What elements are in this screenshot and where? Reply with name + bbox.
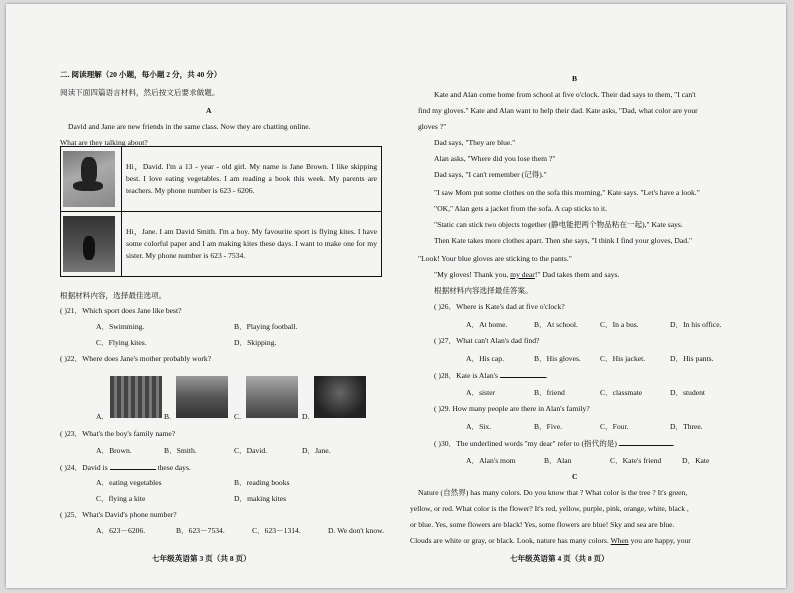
passage-a-label: A	[206, 106, 212, 115]
q28-stem-post: .	[545, 371, 548, 380]
q24-option-a[interactable]: A．eating vegetables	[96, 478, 162, 487]
q26-option-b[interactable]: B．At school.	[534, 320, 578, 329]
q28-option-d[interactable]: D．student	[670, 388, 706, 397]
q28-option-a[interactable]: A．sister	[466, 388, 496, 397]
jane-photo-cell	[61, 147, 122, 212]
q22-option-a[interactable]: A.	[96, 412, 104, 421]
q25-option-b[interactable]: B．623－7534.	[176, 526, 225, 535]
q24-answer-blank[interactable]	[110, 462, 156, 470]
c-line-2: yellow, or red. What color is the flower? It's red, yellow, purple, pink, orange, white, black ,	[410, 504, 689, 513]
q30-stem-pre: ( )30．The underlined words "my dear" refer to (指代的是)	[434, 439, 617, 448]
q22-option-c[interactable]: C.	[234, 412, 241, 421]
q22-image-d[interactable]	[314, 376, 366, 418]
q23-option-c[interactable]: C．David.	[234, 446, 268, 455]
q21-option-a[interactable]: A．Swimming.	[96, 322, 145, 331]
b-line-5: Alan asks, "Where did you lose them ?"	[434, 154, 556, 163]
b-line-6: Dad says, "I can't remember (记得)."	[434, 170, 547, 179]
jane-message: Hi，David. I'm a 13 - year - old girl. My name is Jane Brown. I like skipping best. I love eating vegetables. I am reading a book this week. My parents are teachers. My phone number is 623 - 6206.	[122, 147, 382, 212]
left-page-footer: 七年级英语第 3 页（共 8 页）	[152, 554, 251, 563]
passage-c-label: C	[572, 472, 578, 481]
q27-option-d[interactable]: D．His pants.	[670, 354, 714, 363]
q22-stem: ( )22．Where does Jane's mother probably work?	[60, 354, 212, 363]
q26-option-d[interactable]: D．In his office.	[670, 320, 722, 329]
c-last-post: you are happy, your	[628, 536, 691, 545]
b-line-7: "I saw Mom put some clothes on the sofa this morning," Kate says. "Let's have a look."	[434, 188, 700, 197]
q30-option-c[interactable]: C．Kate's friend	[610, 456, 662, 465]
q29-option-a[interactable]: A．Six.	[466, 422, 492, 431]
q25-option-d[interactable]: D. We don't know.	[328, 526, 385, 535]
q22-image-a[interactable]	[110, 376, 162, 418]
q21-option-b[interactable]: B．Playing football.	[234, 322, 298, 331]
c-last-underlined: When	[610, 536, 629, 545]
q24-stem-pre: ( )24．David is	[60, 463, 108, 472]
section-instruction: 阅读下面四篇语言材料，然后按文后要求做题。	[60, 88, 220, 97]
b-line-12	[434, 270, 619, 279]
left-page	[48, 4, 385, 588]
q24-stem	[60, 462, 191, 472]
q26-stem: ( )26．Where is Kate's dad at five o'clock?	[434, 302, 565, 311]
q23-option-b[interactable]: B．Smith.	[164, 446, 197, 455]
q24-option-b[interactable]: B．reading books	[234, 478, 290, 487]
q30-stem-post: .	[672, 439, 675, 448]
q22-image-b[interactable]	[176, 376, 228, 418]
q23-option-d[interactable]: D．Jane.	[302, 446, 331, 455]
q30-option-d[interactable]: D．Kate	[682, 456, 710, 465]
q24-option-d[interactable]: D．making kites	[234, 494, 287, 503]
chat-table	[60, 146, 382, 277]
choose-instruction-right: 根据材料内容选择最佳答案。	[434, 286, 533, 295]
david-photo-cell	[61, 212, 122, 277]
q22-option-d[interactable]: D.	[302, 412, 310, 421]
passage-a-question: What are they talking about?	[60, 138, 148, 147]
chat-row-david	[61, 212, 382, 277]
q27-stem: ( )27．What can't Alan's dad find?	[434, 336, 540, 345]
q26-option-a[interactable]: A．At home.	[466, 320, 508, 329]
q22-option-b[interactable]: B.	[164, 412, 171, 421]
b-line-3: gloves ?"	[418, 122, 447, 131]
q25-option-a[interactable]: A．623－6206.	[96, 526, 146, 535]
q30-answer-blank[interactable]	[619, 438, 673, 446]
b-line-1: Kate and Alan come home from school at five o'clock. Their dad says to them, "I can't	[434, 90, 696, 99]
right-page-footer: 七年级英语第 4 页（共 8 页）	[510, 554, 609, 563]
b-last-underlined: my dear	[510, 270, 535, 279]
david-photo	[63, 216, 115, 272]
jane-photo	[63, 151, 115, 207]
c-line-1: Nature (自然界) has many colors. Do you know that ? What color is the tree ? It's green,	[418, 488, 688, 497]
q28-option-c[interactable]: C．classmate	[600, 388, 643, 397]
david-message: Hi，Jane. I am David Smith. I'm a boy. My favourite sport is flying kites. I have some colorful paper and I am making kites these days. I want to make one for my sister. My phone number is 623 - 7534.	[122, 212, 382, 277]
q24-stem-post: these days.	[157, 463, 191, 472]
b-line-10: Then Kate takes more clothes apart. Then she says, "I think I find your gloves, Dad."	[434, 236, 693, 245]
q23-stem: ( )23．What's the boy's family name?	[60, 429, 176, 438]
c-line-4	[410, 536, 691, 545]
right-page	[406, 4, 746, 588]
q28-stem-pre: ( )28．Kate is Alan's	[434, 371, 499, 380]
q30-stem	[434, 438, 675, 448]
passage-b-label: B	[572, 74, 578, 83]
q30-option-a[interactable]: A．Alan's mom	[466, 456, 516, 465]
q21-option-d[interactable]: D．Skipping.	[234, 338, 277, 347]
q25-option-c[interactable]: C．623－1314.	[252, 526, 301, 535]
q23-option-a[interactable]: A．Brown.	[96, 446, 132, 455]
section-title: 二. 阅读理解（20 小题，每小题 2 分，共 40 分）	[60, 70, 222, 79]
q27-option-c[interactable]: C．His jacket.	[600, 354, 646, 363]
b-line-8: "OK," Alan gets a jacket from the sofa. A cap sticks to it.	[434, 204, 608, 213]
q30-option-b[interactable]: B．Alan	[544, 456, 572, 465]
b-line-4: Dad says, "They are blue."	[434, 138, 516, 147]
b-line-2: find my gloves." Kate and Alan want to help their dad. Kate asks, "Dad, what color are your	[418, 106, 698, 115]
b-line-9: "Static can stick two objects together (静电能把两个物品粘在一起)," Kate says.	[434, 220, 683, 229]
q26-option-c[interactable]: C．In a bus.	[600, 320, 639, 329]
q24-option-c[interactable]: C．flying a kite	[96, 494, 146, 503]
b-last-pre: "My gloves! Thank you,	[434, 270, 509, 279]
q25-stem: ( )25．What's David's phone number?	[60, 510, 177, 519]
q21-stem: ( )21．Which sport does Jane like best?	[60, 306, 182, 315]
c-line-4-text: Clouds are white or gray, or black. Look, nature has many colors.	[410, 536, 609, 545]
q28-answer-blank[interactable]	[500, 370, 546, 378]
choose-instruction-left: 根据材料内容，选择最佳选项。	[60, 291, 167, 300]
q27-option-b[interactable]: B．His gloves.	[534, 354, 581, 363]
passage-a-intro: David and Jane are new friends in the same class. Now they are chatting online.	[68, 122, 311, 131]
q29-option-d[interactable]: D．Three.	[670, 422, 703, 431]
q29-option-c[interactable]: C．Four.	[600, 422, 629, 431]
q28-option-b[interactable]: B．friend	[534, 388, 565, 397]
q21-option-c[interactable]: C．Flying kites.	[96, 338, 147, 347]
q22-image-c[interactable]	[246, 376, 298, 418]
q29-option-b[interactable]: B．Five.	[534, 422, 563, 431]
chat-row-jane	[61, 147, 382, 212]
b-last-post: !" Dad takes them and says.	[534, 270, 620, 279]
q28-stem	[434, 370, 548, 380]
q29-stem: ( )29. How many people are there in Alan's family?	[434, 404, 590, 413]
exam-sheet	[6, 4, 786, 588]
c-line-3: or blue. Yes, some flowers are black! Yes, some flowers are blue! Sky and sea are blue.	[410, 520, 675, 529]
q27-option-a[interactable]: A．His cap.	[466, 354, 504, 363]
b-line-11: "Look! Your blue gloves are sticking to the pants."	[418, 254, 572, 263]
